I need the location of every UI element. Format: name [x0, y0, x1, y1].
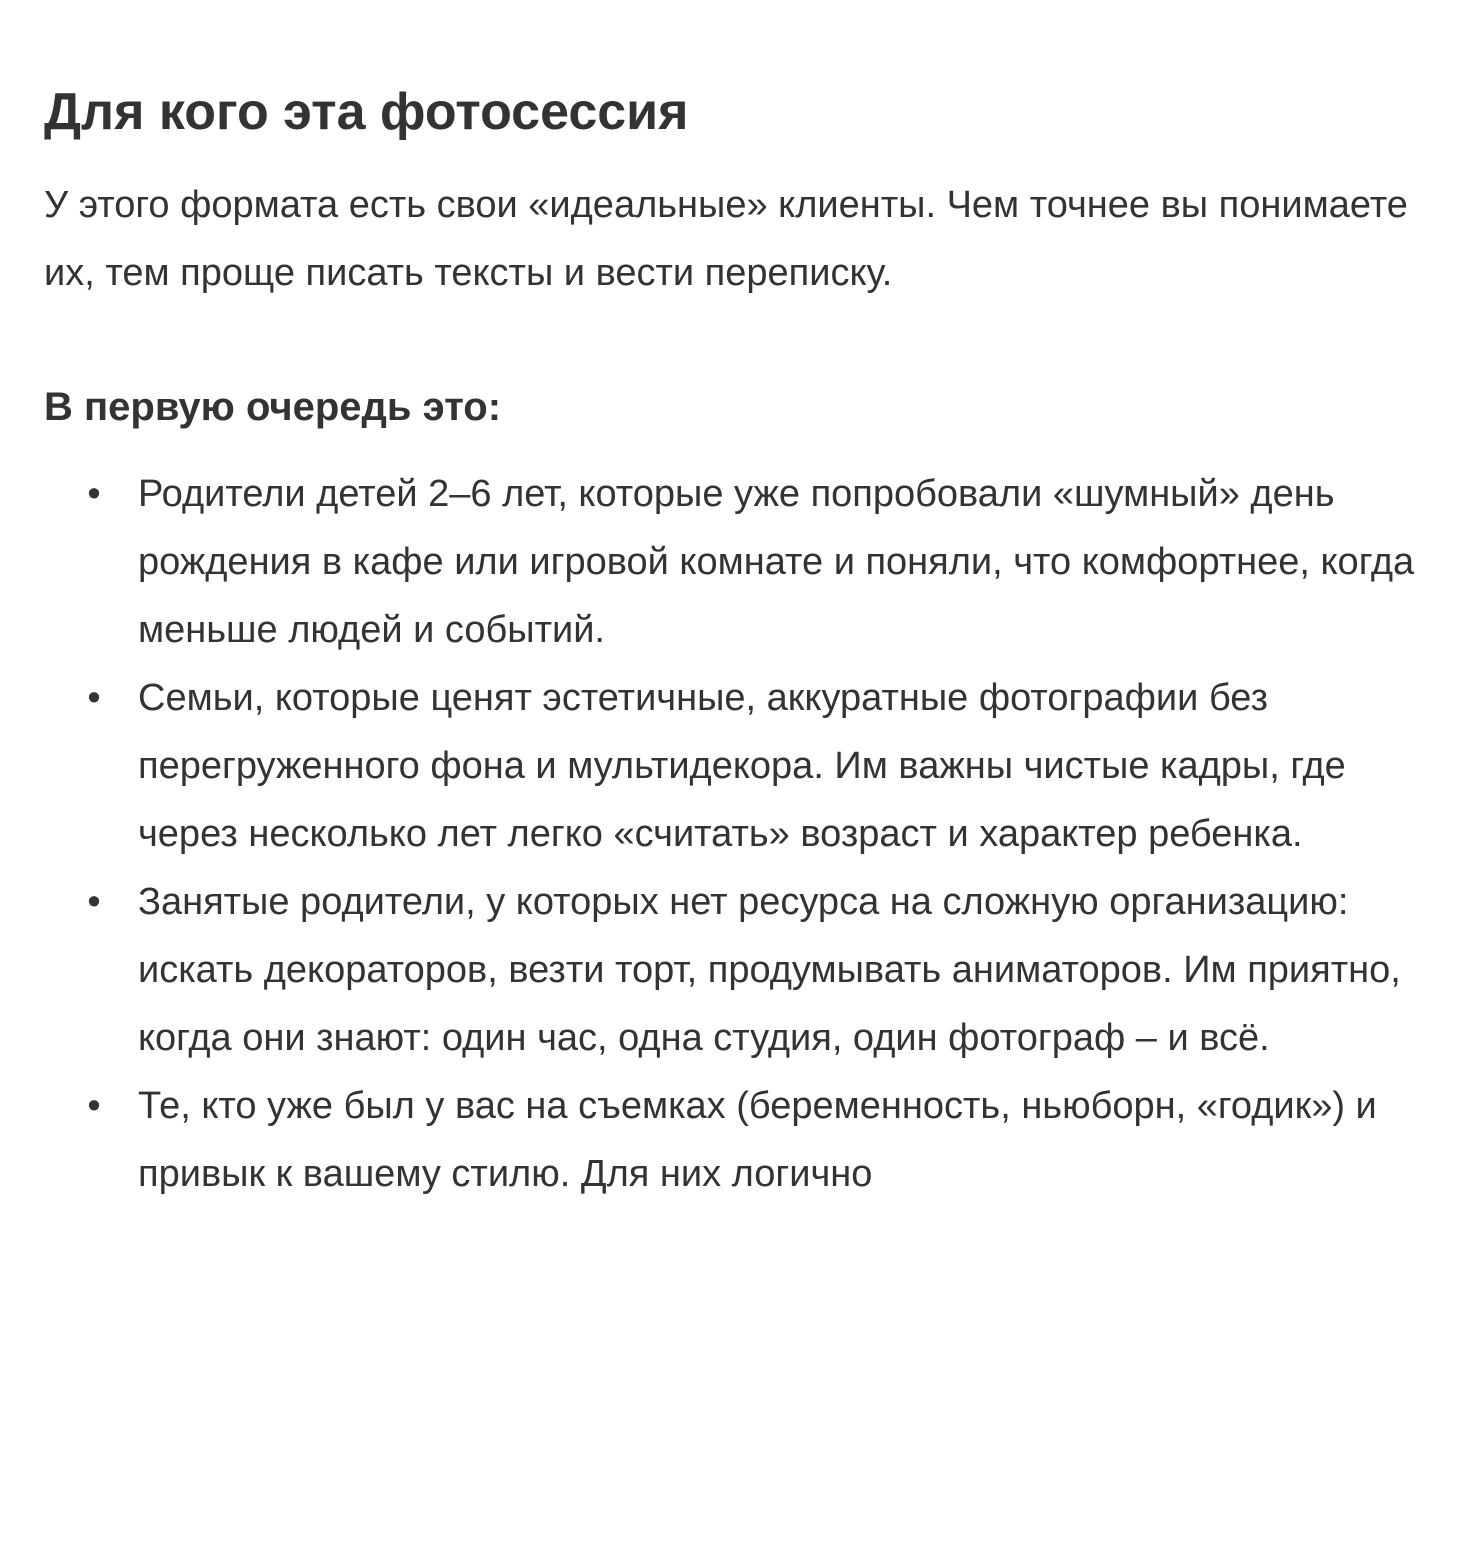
list-item-text: Занятые родители, у которых нет ресурса на сложную организацию: искать декораторов, везти торт, продумывать аниматоров. Им приятно, когда они знают: один час, одна студия, один фотограф – и всё. — [138, 881, 1401, 1059]
bullet-icon: • — [87, 1085, 101, 1127]
list-item-text: Те, кто уже был у вас на съемках (беременность, ньюборн, «годик») и привык к вашему стилю. Для них логично — [138, 1085, 1377, 1195]
bullet-icon: • — [87, 473, 101, 515]
intro-paragraph: У этого формата есть свои «идеальные» клиенты. Чем точнее вы понимаете их, тем проще писать тексты и вести переписку. — [44, 184, 1408, 294]
list-title: В первую очередь это: — [44, 385, 502, 429]
bullet-icon: • — [87, 881, 101, 923]
list-item — [44, 460, 1430, 664]
list-item-text: Семьи, которые ценят эстетичные, аккуратные фотографии без перегруженного фона и мультидекора. Им важны чистые кадры, где через несколько лет легко «считать» возраст и характер ребенка. — [138, 677, 1346, 855]
page-title: Для кого эта фотосессия — [44, 83, 689, 141]
list-item-text: Родители детей 2–6 лет, которые уже попробовали «шумный» день рождения в кафе или игровой комнате и поняли, что комфортнее, когда меньше людей и событий. — [138, 473, 1415, 651]
bullet-icon: • — [87, 677, 101, 719]
list-item — [44, 664, 1430, 868]
article — [0, 81, 1474, 1338]
list-item — [44, 868, 1430, 1072]
bullet-list — [44, 460, 1430, 1208]
bottom-whitespace — [44, 1208, 1430, 1338]
list-item — [44, 1072, 1430, 1208]
